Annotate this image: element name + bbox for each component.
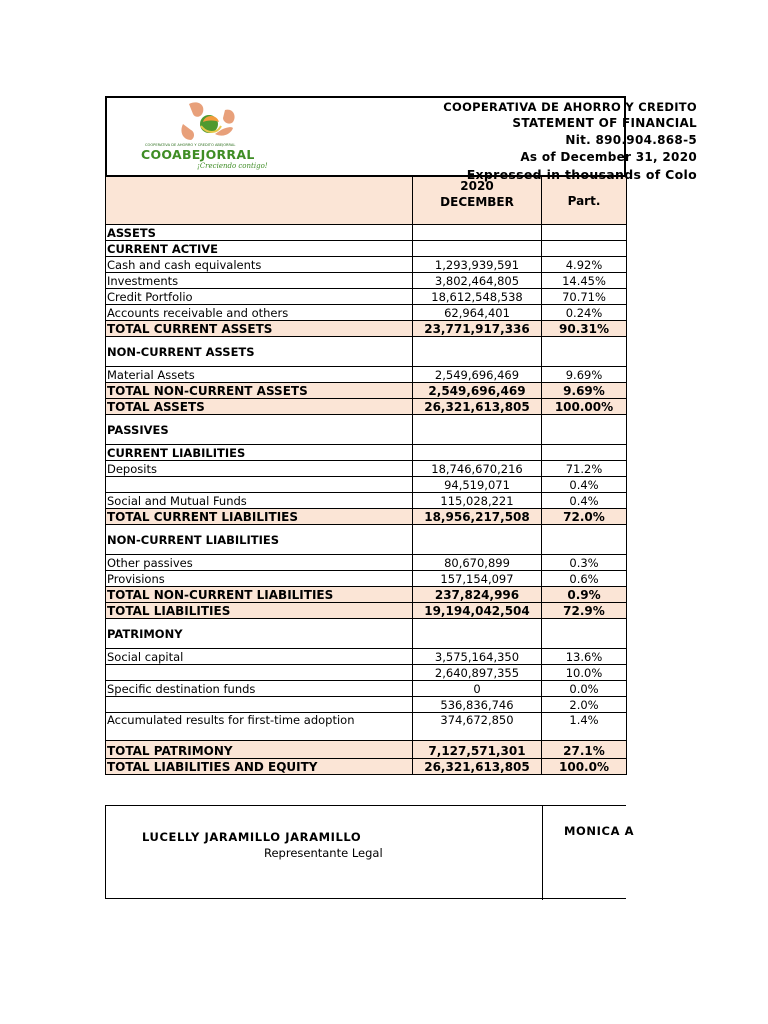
table-row: [106, 289, 627, 305]
row-label: CURRENT ACTIVE: [106, 241, 413, 257]
total-row: [106, 321, 627, 337]
row-value: 1,293,939,591: [413, 257, 542, 273]
row-value: [413, 241, 542, 257]
row-value: 18,746,670,216: [413, 461, 542, 477]
row-value: 94,519,071: [413, 477, 542, 493]
row-label: Accumulated results for first-time adoption: [106, 713, 413, 741]
row-label: Social and Mutual Funds: [106, 493, 413, 509]
cooabejorral-logo: [137, 100, 267, 176]
row-label: Investments: [106, 273, 413, 289]
signature-divider: [542, 806, 543, 900]
row-part: 0.24%: [542, 305, 627, 321]
statement-header: [105, 96, 697, 182]
row-part: [542, 337, 627, 367]
row-value: 26,321,613,805: [413, 399, 542, 415]
row-part: 10.0%: [542, 665, 627, 681]
row-part: 9.69%: [542, 367, 627, 383]
row-part: 1.4%: [542, 713, 627, 741]
row-value: [413, 619, 542, 649]
row-value: 2,549,696,469: [413, 383, 542, 399]
row-value: 2,549,696,469: [413, 367, 542, 383]
row-part: 4.92%: [542, 257, 627, 273]
nit-number: Nit. 890.904.868-5: [565, 133, 697, 147]
row-part: 71.2%: [542, 461, 627, 477]
row-label: Specific destination funds: [106, 681, 413, 697]
row-part: [542, 415, 627, 445]
section-row: [106, 619, 627, 649]
row-value: 3,575,164,350: [413, 649, 542, 665]
row-value: 18,612,548,538: [413, 289, 542, 305]
row-part: 100.00%: [542, 399, 627, 415]
section-row: [106, 241, 627, 257]
row-part: 0.9%: [542, 587, 627, 603]
signature-block: [105, 805, 635, 899]
row-part: 0.3%: [542, 555, 627, 571]
table-row: [106, 477, 627, 493]
row-value: 237,824,996: [413, 587, 542, 603]
row-value: 0: [413, 681, 542, 697]
row-value: [413, 415, 542, 445]
table-row: [106, 273, 627, 289]
total-row: [106, 399, 627, 415]
expressed-in: Expressed in thousands of Colo: [466, 167, 697, 182]
table-row: [106, 367, 627, 383]
row-label: TOTAL PATRIMONY: [106, 741, 413, 759]
row-part: 72.0%: [542, 509, 627, 525]
total-row: [106, 383, 627, 399]
row-value: 3,802,464,805: [413, 273, 542, 289]
section-row: [106, 225, 627, 241]
row-value: 23,771,917,336: [413, 321, 542, 337]
column-header-row: [106, 177, 627, 225]
column-header-part: Part.: [542, 177, 627, 225]
row-label: TOTAL NON-CURRENT LIABILITIES: [106, 587, 413, 603]
hands-logo-icon: [181, 102, 234, 140]
svg-text:COOPERATIVA DE AHORRO Y CREDIT: COOPERATIVA DE AHORRO Y CREDITO ABEJORRAL: [145, 143, 236, 147]
org-name: COOPERATIVA DE AHORRO Y CREDITO: [443, 100, 697, 114]
row-label: [106, 477, 413, 493]
row-part: 27.1%: [542, 741, 627, 759]
row-value: 19,194,042,504: [413, 603, 542, 619]
row-value: [413, 225, 542, 241]
row-part: [542, 525, 627, 555]
row-label: TOTAL LIABILITIES: [106, 603, 413, 619]
table-row: [106, 555, 627, 571]
row-label: Provisions: [106, 571, 413, 587]
total-row: [106, 741, 627, 759]
row-part: 100.0%: [542, 759, 627, 775]
financial-statement-sheet: [105, 96, 697, 788]
row-label: TOTAL LIABILITIES AND EQUITY: [106, 759, 413, 775]
row-label: [106, 697, 413, 713]
row-label: TOTAL CURRENT ASSETS: [106, 321, 413, 337]
row-part: [542, 225, 627, 241]
table-row: [106, 665, 627, 681]
table-row: [106, 649, 627, 665]
row-label: Material Assets: [106, 367, 413, 383]
row-label: ASSETS: [106, 225, 413, 241]
row-value: 26,321,613,805: [413, 759, 542, 775]
svg-text:¡Creciendo contigo!: ¡Creciendo contigo!: [197, 162, 268, 170]
row-label: Cash and cash equivalents: [106, 257, 413, 273]
row-value: [413, 337, 542, 367]
row-part: 70.71%: [542, 289, 627, 305]
row-part: 14.45%: [542, 273, 627, 289]
row-label: PASSIVES: [106, 415, 413, 445]
legal-rep-role: Representante Legal: [264, 846, 383, 860]
section-row: [106, 415, 627, 445]
table-row: [106, 493, 627, 509]
row-label: [106, 665, 413, 681]
column-header-period: [413, 177, 542, 225]
row-part: 0.4%: [542, 477, 627, 493]
row-value: 536,836,746: [413, 697, 542, 713]
total-row: [106, 587, 627, 603]
row-value: 7,127,571,301: [413, 741, 542, 759]
row-label: TOTAL NON-CURRENT ASSETS: [106, 383, 413, 399]
table-row: [106, 461, 627, 477]
as-of-date: As of December 31, 2020: [520, 150, 697, 164]
statement-title: STATEMENT OF FINANCIAL: [512, 116, 697, 130]
column-month: DECEMBER: [440, 195, 514, 209]
row-value: 115,028,221: [413, 493, 542, 509]
row-part: [542, 619, 627, 649]
row-value: [413, 525, 542, 555]
total-row: [106, 509, 627, 525]
table-row: [106, 681, 627, 697]
header-blank-cell: [106, 177, 413, 225]
section-row: [106, 445, 627, 461]
row-label: CURRENT LIABILITIES: [106, 445, 413, 461]
row-part: 0.6%: [542, 571, 627, 587]
row-label: NON-CURRENT LIABILITIES: [106, 525, 413, 555]
row-value: 80,670,899: [413, 555, 542, 571]
row-value: 374,672,850: [413, 713, 542, 741]
row-part: [542, 241, 627, 257]
row-part: 72.9%: [542, 603, 627, 619]
legal-rep-name: LUCELLY JARAMILLO JARAMILLO: [142, 830, 362, 844]
row-label: Deposits: [106, 461, 413, 477]
row-part: [542, 445, 627, 461]
table-row: [106, 571, 627, 587]
statement-titles: [297, 100, 697, 183]
row-label: TOTAL CURRENT LIABILITIES: [106, 509, 413, 525]
row-label: Social capital: [106, 649, 413, 665]
row-part: 90.31%: [542, 321, 627, 337]
svg-text:COOABEJORRAL: COOABEJORRAL: [141, 147, 255, 162]
second-signatory-name: MONICA A: [564, 824, 635, 838]
row-value: 62,964,401: [413, 305, 542, 321]
section-row: [106, 525, 627, 555]
table-row: [106, 257, 627, 273]
table-row: [106, 697, 627, 713]
row-label: Other passives: [106, 555, 413, 571]
row-label: Accounts receivable and others: [106, 305, 413, 321]
table-row: [106, 713, 627, 741]
row-value: 2,640,897,355: [413, 665, 542, 681]
row-part: 2.0%: [542, 697, 627, 713]
row-part: 0.0%: [542, 681, 627, 697]
row-value: 157,154,097: [413, 571, 542, 587]
row-part: 9.69%: [542, 383, 627, 399]
row-label: NON-CURRENT ASSETS: [106, 337, 413, 367]
total-row: [106, 603, 627, 619]
total-row: [106, 759, 627, 775]
row-value: 18,956,217,508: [413, 509, 542, 525]
row-label: TOTAL ASSETS: [106, 399, 413, 415]
row-part: 0.4%: [542, 493, 627, 509]
table-row: [106, 305, 627, 321]
row-value: [413, 445, 542, 461]
row-label: PATRIMONY: [106, 619, 413, 649]
row-label: Credit Portfolio: [106, 289, 413, 305]
section-row: [106, 337, 627, 367]
statement-table: [105, 176, 627, 775]
row-part: 13.6%: [542, 649, 627, 665]
column-year: 2020: [460, 179, 494, 193]
